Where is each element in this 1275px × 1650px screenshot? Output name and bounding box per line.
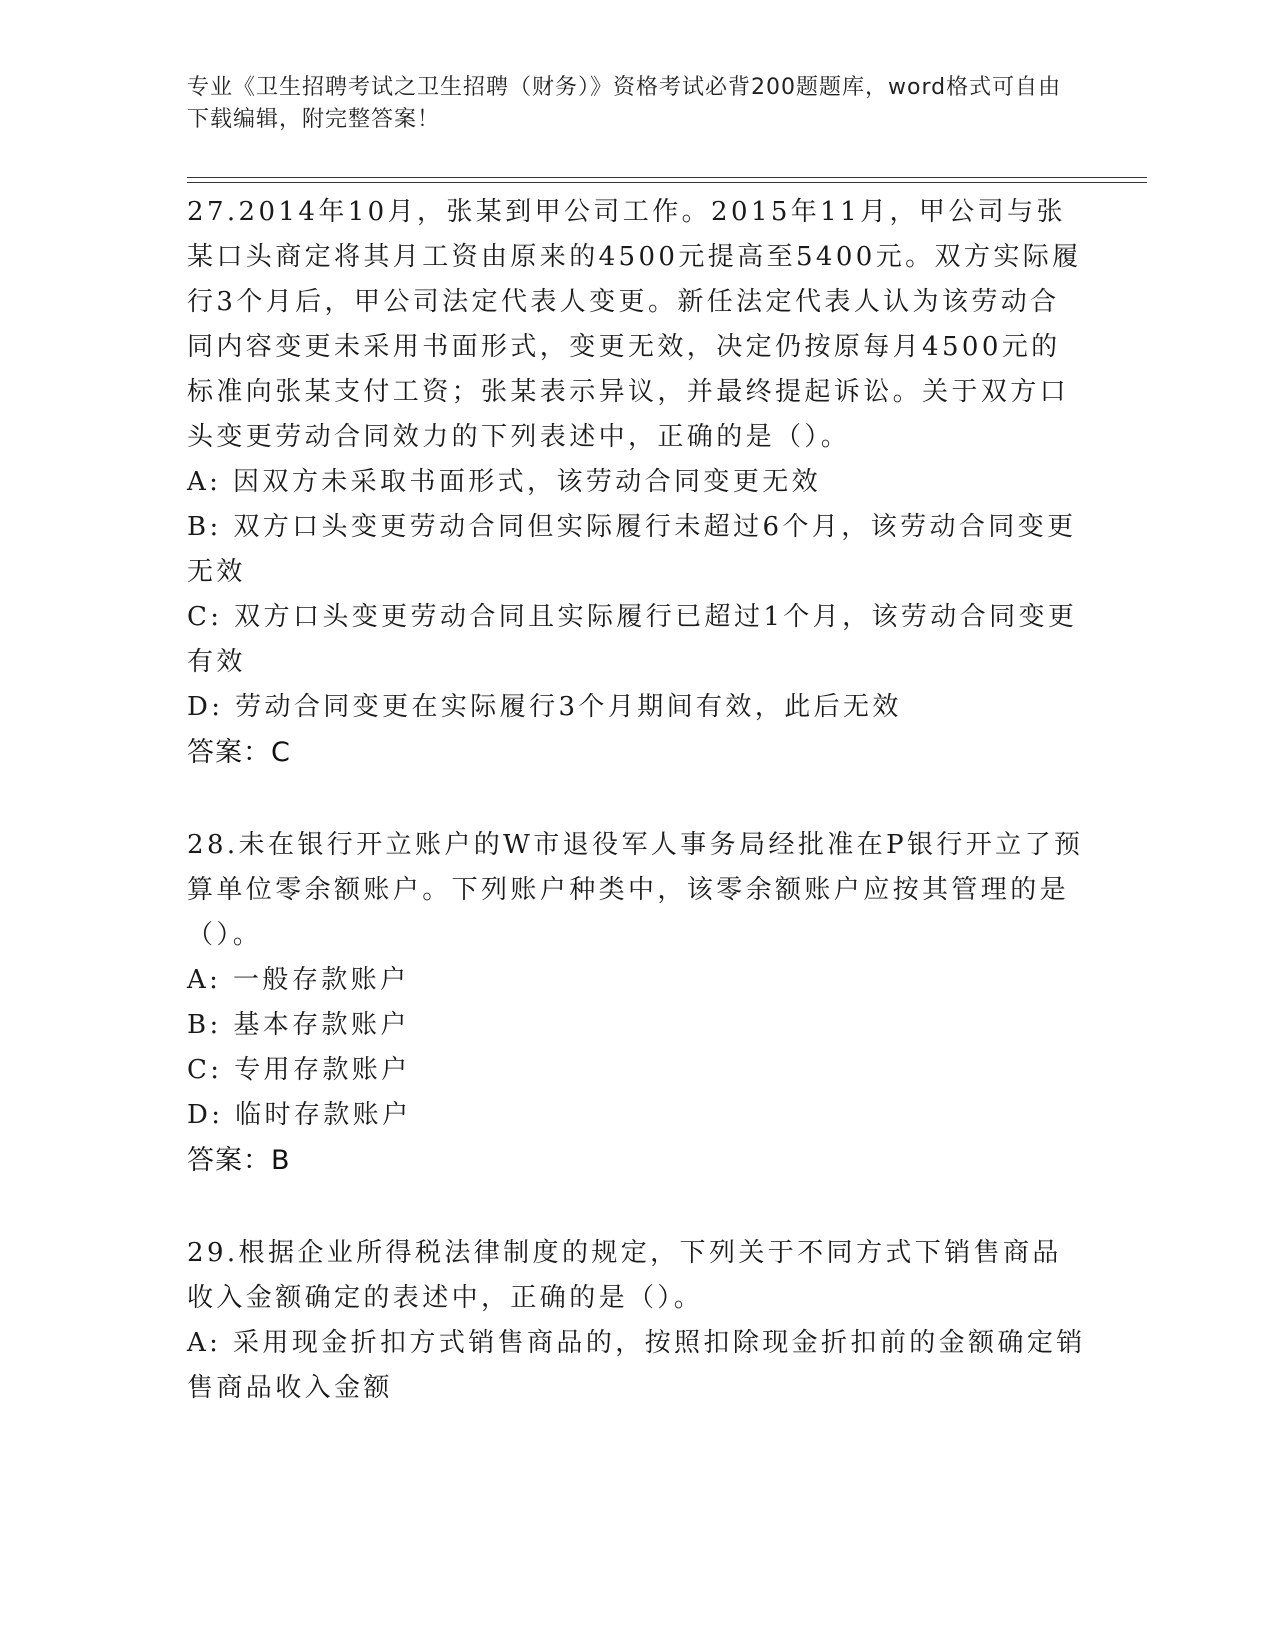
option-label: B: <box>187 512 222 542</box>
option-text: 专用存款账户 <box>234 1055 411 1085</box>
option-text: 临时存款账户 <box>235 1100 412 1130</box>
option-text: 双方口头变更劳动合同且实际履行已超过1个月，该劳动合同变更有效 <box>187 602 1078 677</box>
option-text: 劳动合同变更在实际履行3个月期间有效，此后无效 <box>235 692 902 722</box>
question-text: 28.未在银行开立账户的W市退役军人事务局经批准在P银行开立了预算单位零余额账户。下列账户种类中，该零余额账户应按其管理的是（）。 <box>187 830 1084 950</box>
document-header <box>187 72 1067 136</box>
option-a <box>187 1321 1087 1411</box>
option-label: D: <box>187 1100 224 1130</box>
option-d <box>187 1093 1087 1138</box>
option-label: A: <box>187 467 222 497</box>
option-label: C: <box>187 1055 223 1085</box>
option-text: 双方口头变更劳动合同但实际履行未超过6个月，该劳动合同变更无效 <box>187 512 1077 587</box>
option-text: 采用现金折扣方式销售商品的，按照扣除现金折扣前的金额确定销售商品收入金额 <box>187 1328 1086 1403</box>
option-c <box>187 595 1087 685</box>
option-a <box>187 460 1087 505</box>
option-label: B: <box>187 1010 222 1040</box>
option-text: 因双方未采取书面形式，该劳动合同变更无效 <box>233 467 822 497</box>
option-text: 基本存款账户 <box>233 1010 410 1040</box>
option-b <box>187 505 1087 595</box>
option-b <box>187 1003 1087 1048</box>
option-a <box>187 958 1087 1003</box>
question-28 <box>187 823 1087 1183</box>
option-text: 一般存款账户 <box>233 965 410 995</box>
option-label: C: <box>187 602 223 632</box>
answer: 答案：C <box>187 737 291 768</box>
option-label: D: <box>187 692 224 722</box>
question-text: 27.2014年10月，张某到甲公司工作。2015年11月，甲公司与张某口头商定将其月工资由原来的4500元提高至5400元。双方实际履行3个月后，甲公司法定代表人变更。新任法定代表人认为该劳动合同内容变更未采用书面形式，变更无效，决定仍按原每月4500元的标准向张某支付工资；张某表示异议，并最终提起诉讼。关于双方口头变更劳动合同效力的下列表述中，正确的是（）。 <box>187 197 1082 452</box>
option-d <box>187 685 1087 730</box>
option-label: A: <box>187 1328 222 1358</box>
question-27 <box>187 190 1087 775</box>
header-divider <box>187 177 1147 183</box>
option-c <box>187 1048 1087 1093</box>
header-text: 专业《卫生招聘考试之卫生招聘（财务）》资格考试必背200题题库，word格式可自由下载编辑，附完整答案！ <box>187 75 1062 132</box>
question-text: 29.根据企业所得税法律制度的规定，下列关于不同方式下销售商品收入金额确定的表述中，正确的是（）。 <box>187 1238 1062 1313</box>
question-list <box>187 190 1087 1459</box>
question-29 <box>187 1231 1087 1411</box>
answer: 答案：B <box>187 1145 291 1176</box>
option-label: A: <box>187 965 222 995</box>
